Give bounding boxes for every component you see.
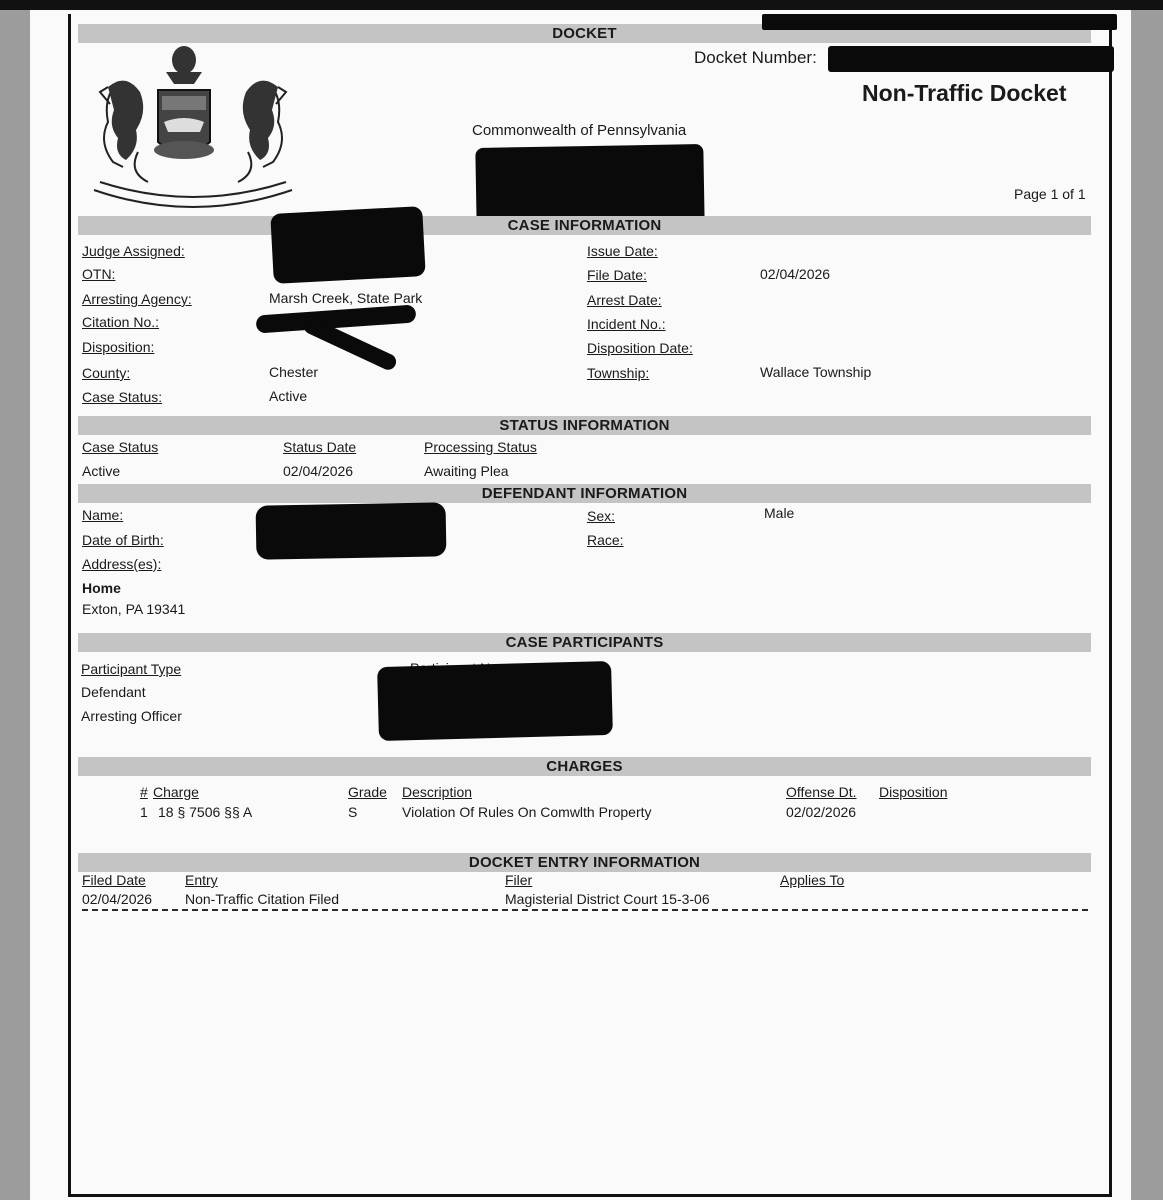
status-col-processing: Processing Status (424, 439, 537, 455)
charge-row-number: 1 (140, 804, 148, 820)
charge-row-description: Violation Of Rules On Comwlth Property (402, 804, 652, 820)
case-participants-heading: CASE PARTICIPANTS (78, 633, 1091, 652)
incident-number-label: Incident No.: (587, 316, 666, 332)
entry-row-filed-date: 02/04/2026 (82, 891, 153, 907)
docket-entry-heading: DOCKET ENTRY INFORMATION (78, 853, 1091, 872)
judge-assigned-label: Judge Assigned: (82, 243, 185, 259)
charge-row-statute: 18 § 7506 §§ A (158, 804, 253, 820)
charges-col-charge: Charge (153, 784, 199, 800)
disposition-date-label: Disposition Date: (587, 340, 693, 356)
entry-col-filer: Filer (505, 872, 533, 888)
entry-col-entry: Entry (185, 872, 218, 888)
processing-status-value: Awaiting Plea (424, 463, 509, 479)
arrest-date-label: Arrest Date: (587, 292, 662, 308)
status-date-value: 02/04/2026 (283, 463, 354, 479)
sex-value: Male (764, 505, 795, 521)
page-indicator: Page 1 of 1 (1014, 186, 1086, 202)
township-label: Township: (587, 365, 650, 381)
disposition-label: Disposition: (82, 339, 155, 355)
file-date-value: 02/04/2026 (760, 266, 831, 282)
entry-row-filer: Magisterial District Court 15-3-06 (505, 891, 710, 907)
otn-label: OTN: (82, 266, 116, 282)
township-value: Wallace Township (760, 364, 872, 380)
issue-date-label: Issue Date: (587, 243, 658, 259)
charges-col-number: # (140, 784, 148, 800)
entry-row-divider (82, 909, 1088, 911)
top-edge (0, 0, 1163, 10)
redaction-defendant (256, 502, 447, 559)
redaction-docket-number (828, 46, 1114, 72)
charges-col-offense-date: Offense Dt. (786, 784, 857, 800)
home-address-value: Exton, PA 19341 (82, 601, 186, 617)
participant-type-header: Participant Type (81, 661, 182, 677)
county-label: County: (82, 365, 131, 381)
docket-title: DOCKET (78, 24, 1091, 43)
race-label: Race: (587, 532, 624, 548)
entry-col-applies-to: Applies To (780, 872, 845, 888)
status-col-status-date: Status Date (283, 439, 357, 455)
case-status-value: Active (269, 388, 308, 404)
redaction-judge (270, 206, 425, 284)
home-address-label: Home (82, 580, 121, 596)
redaction-participants (377, 661, 613, 741)
status-col-case-status: Case Status (82, 439, 159, 455)
charge-row-grade: S (348, 804, 358, 820)
charges-col-grade: Grade (348, 784, 387, 800)
charges-col-disposition: Disposition (879, 784, 948, 800)
file-date-label: File Date: (587, 267, 647, 283)
defendant-information-heading: DEFENDANT INFORMATION (78, 484, 1091, 503)
entry-col-filed-date: Filed Date (82, 872, 146, 888)
status-case-status-value: Active (82, 463, 121, 479)
participant-type-row: Arresting Officer (81, 708, 182, 724)
docket-type-title: Non-Traffic Docket (862, 80, 1067, 106)
docket-number-label: Docket Number: (694, 48, 817, 67)
charges-col-description: Description (402, 784, 473, 800)
case-information-heading: CASE INFORMATION (78, 216, 1091, 235)
county-value: Chester (269, 364, 319, 380)
sex-label: Sex: (587, 508, 616, 524)
status-information-heading: STATUS INFORMATION (78, 416, 1091, 435)
defendant-name-label: Name: (82, 507, 124, 523)
date-of-birth-label: Date of Birth: (82, 532, 164, 548)
entry-row-entry: Non-Traffic Citation Filed (185, 891, 340, 907)
pennsylvania-seal-icon (78, 42, 308, 212)
case-status-label: Case Status: (82, 389, 163, 405)
charges-heading: CHARGES (78, 757, 1091, 776)
charge-row-offense-date: 02/02/2026 (786, 804, 857, 820)
commonwealth-label: Commonwealth of Pennsylvania (472, 122, 687, 139)
redaction-corner (762, 14, 1117, 30)
arresting-agency-label: Arresting Agency: (82, 291, 192, 307)
arresting-agency-value: Marsh Creek, State Park (269, 290, 423, 306)
citation-number-label: Citation No.: (82, 314, 160, 330)
addresses-label: Address(es): (82, 556, 162, 572)
participant-type-row: Defendant (81, 684, 146, 700)
